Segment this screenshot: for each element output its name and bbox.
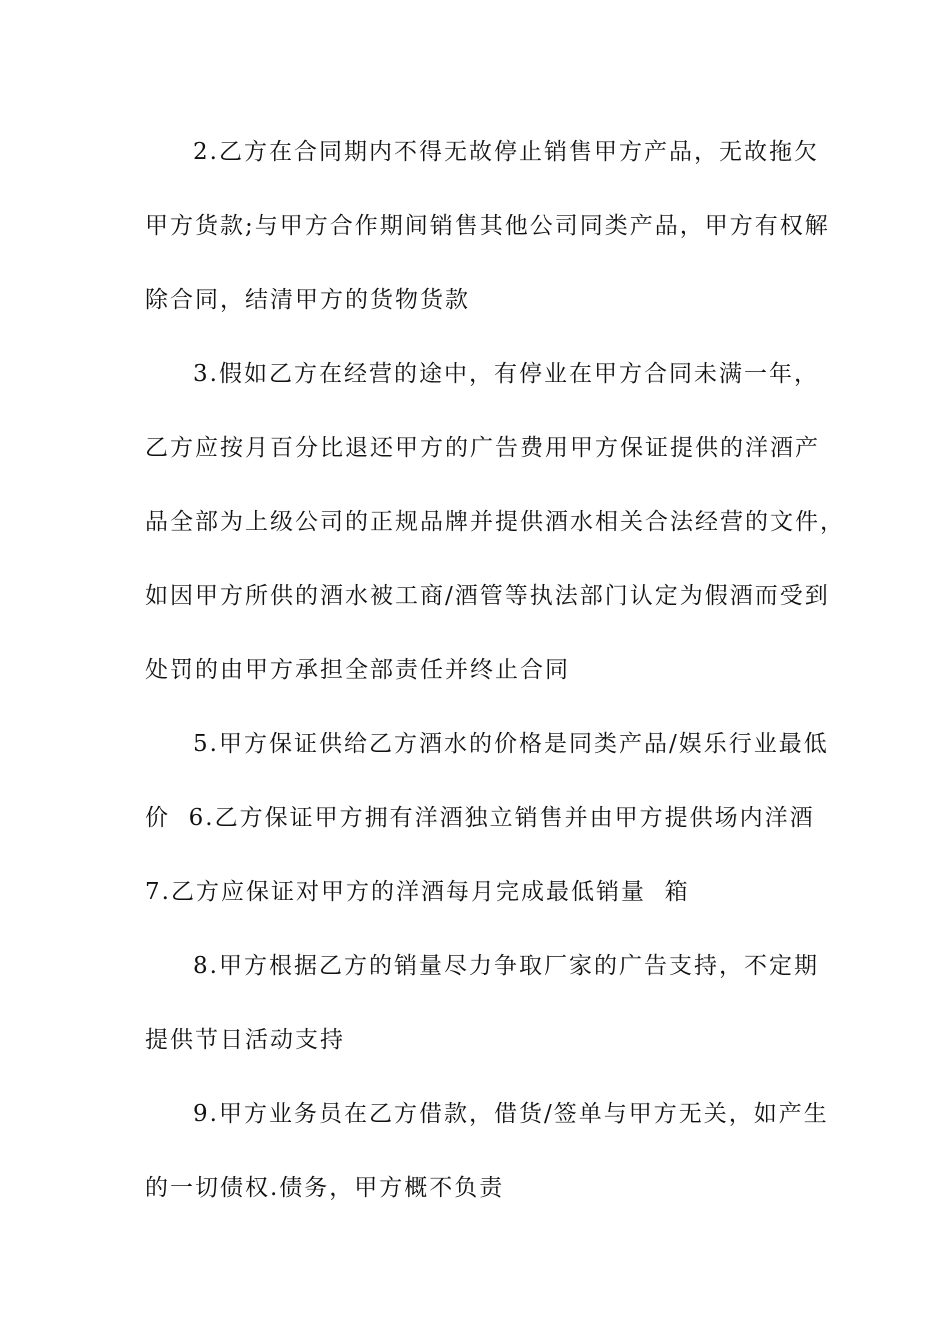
clause-3-line-2: 乙方应按月百分比退还甲方的广告费用甲方保证提供的洋酒产: [145, 435, 820, 461]
clause-9-line-2: 的一切债权.债务，甲方概不负责: [145, 1175, 505, 1201]
clause-5-line-1: 5.甲方保证供给乙方酒水的价格是同类产品/娱乐行业最低: [193, 731, 829, 757]
clause-2-line-3: 除合同，结清甲方的货物货款: [145, 287, 470, 313]
clause-8-line-1: 8.甲方根据乙方的销量尽力争取厂家的广告支持，不定期: [193, 953, 819, 979]
clause-2-line-1: 2.乙方在合同期内不得无故停止销售甲方产品，无故拖欠: [193, 139, 819, 165]
clause-3-line-5: 处罚的由甲方承担全部责任并终止合同: [145, 657, 570, 683]
clause-2-line-2: 甲方货款;与甲方合作期间销售其他公司同类产品，甲方有权解: [145, 213, 830, 239]
clause-8-line-2: 提供节日活动支持: [145, 1027, 345, 1053]
clause-7-line-1: 7.乙方应保证对甲方的洋酒每月完成最低销量 箱: [145, 879, 690, 905]
clause-3-line-4: 如因甲方所供的酒水被工商/酒管等执法部门认定为假酒而受到: [145, 583, 830, 609]
clause-9-line-1: 9.甲方业务员在乙方借款，借货/签单与甲方无关，如产生: [193, 1101, 829, 1127]
clause-5-6-line-2: 价 6.乙方保证甲方拥有洋酒独立销售并由甲方提供场内洋酒: [145, 805, 815, 831]
clause-3-line-1: 3.假如乙方在经营的途中，有停业在甲方合同未满一年，: [193, 361, 819, 387]
clause-3-line-3: 品全部为上级公司的正规品牌并提供酒水相关合法经营的文件，: [145, 509, 845, 535]
